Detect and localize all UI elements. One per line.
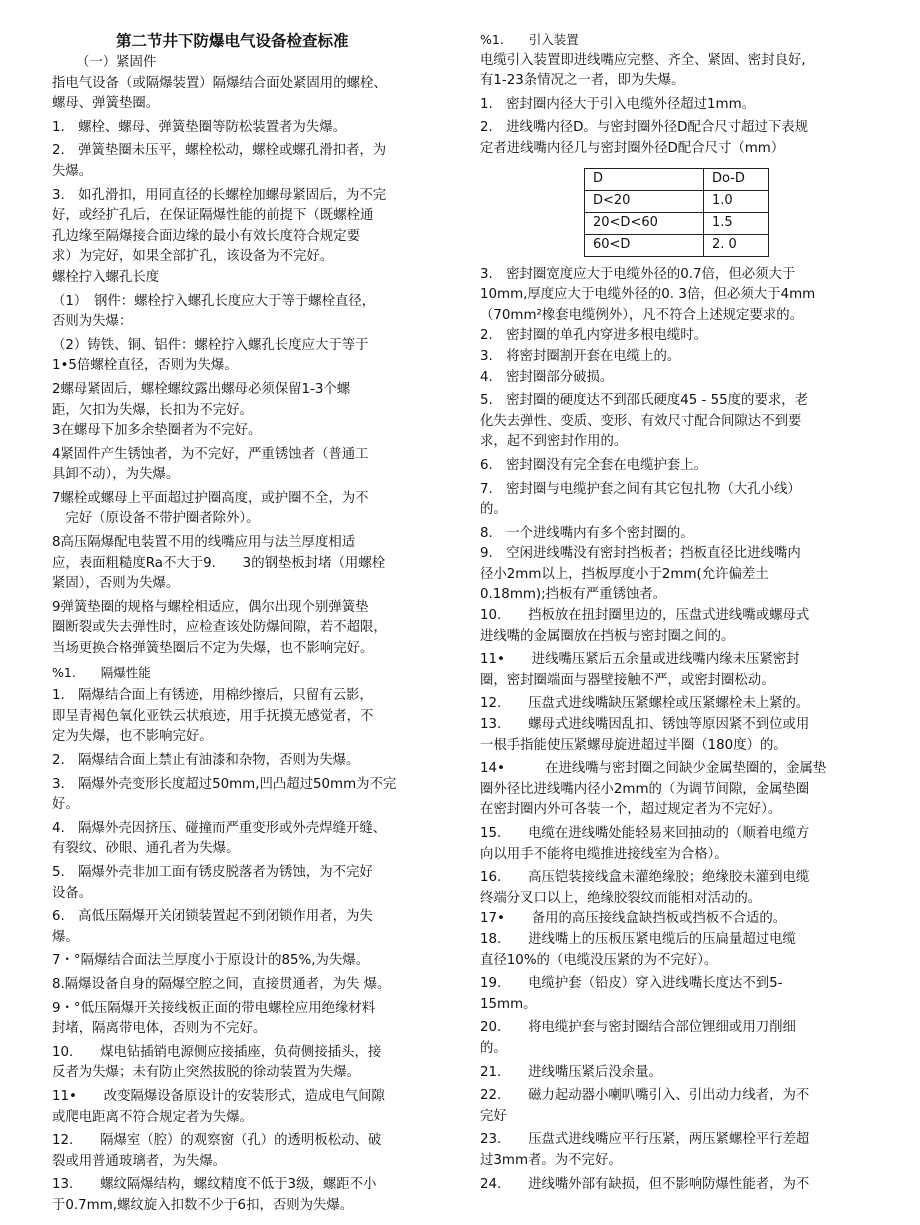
text-line: 应，表面粗糙度Ra不大于9. 3的钢垫板封堵（用螺栓	[52, 555, 386, 571]
table-row	[585, 212, 769, 234]
text-line: 距，欠扣为失爆，长扣为不完好。	[52, 402, 253, 418]
text-line: 24. 进线嘴外部有缺损，但不影响防爆性能者，为不	[480, 1176, 810, 1192]
clearance-table	[584, 168, 769, 257]
text-line: 1. 密封圈内径大于引入电缆外径超过1mm。	[480, 96, 756, 112]
text-line: 1. 隔爆结合面上有锈迹，用棉纱擦后，只留有云影，	[52, 688, 373, 704]
text-line: 16. 高压铠装接线盒未灌绝缘胶；绝缘胶未灌到电缆	[480, 870, 810, 886]
text-line: 紧固），否则为失爆。	[52, 576, 180, 592]
text-line: 的。	[480, 1040, 507, 1056]
text-line: 失爆。	[52, 163, 93, 179]
text-line: 23. 压盘式进线嘴应平行压紧，两压紧螺栓平行差超	[480, 1132, 810, 1148]
text-line: 圈外径比进线嘴内径小2mm的（为调节间隙，金属垫圈	[480, 781, 810, 797]
text-line: 13. 螺纹隔爆结构，螺纹精度不低于3级，螺距不小	[52, 1177, 377, 1193]
text-line: 终端分叉口以上，绝缘胶裂纹而能相对活动的。	[480, 890, 762, 906]
text-line: 反者为失爆；未有防止突然拔脱的徐动装置为失爆。	[52, 1065, 360, 1081]
text-line: 0.18mm);挡板有严重锈蚀者。	[480, 587, 667, 603]
text-line: 2. 密封圈的单孔内穿进多根电缆时。	[480, 328, 708, 344]
table-cell: 2. 0	[704, 234, 769, 256]
text-line: 11• 进线嘴压紧后五余量或进线嘴内缘未压紧密封	[480, 652, 800, 668]
text-line: 进线嘴的金属圈放在挡板与密封圈之间的。	[480, 628, 735, 644]
text-line: 指电气设备（或隔爆装置）隔爆结合面处紧固用的螺栓、	[52, 75, 387, 91]
table-cell: 1.5	[704, 212, 769, 234]
table-cell: 20<D<60	[585, 212, 704, 234]
right-column	[480, 30, 882, 1195]
text-line: 5. 密封圈的硬度达不到邵氏硬度45 - 55度的要求，老	[480, 393, 809, 409]
text-line: 求，起不到密封作用的。	[480, 434, 628, 450]
text-line: 定为失爆，也不影响完好。	[52, 729, 213, 745]
subsection-heading-fasteners: （一）紧固件	[76, 55, 157, 70]
table-cell: 1.0	[704, 190, 769, 212]
text-line: 15. 电缆在进线嘴处能轻易来回抽动的（顺着电缆方	[480, 826, 810, 841]
text-line: 过3mm者。为不完好。	[480, 1152, 622, 1168]
text-line: 的。	[480, 502, 507, 518]
text-line: 6. 高低压隔爆开关闭锁装置起不到闭锁作用者，为失	[52, 909, 373, 925]
text-line: 螺栓拧入螺孔长度	[52, 269, 160, 285]
text-line: 7. 密封圈与电缆护套之间有其它包扎物（大孔小线）	[480, 481, 801, 497]
text-line: 6. 密封圈没有完全套在电缆护套上。	[480, 457, 708, 473]
text-line: 电缆引入装置即进线嘴应完整、齐全、紧固、密封良好,	[480, 52, 806, 68]
text-line: 完好（原设备不带护圈者除外）。	[52, 511, 260, 527]
text-line: 12. 压盘式进线嘴缺压紧螺栓或压紧螺栓未上紧的。	[480, 696, 810, 712]
section-title: 第二节井下防爆电气设备检查标准	[116, 32, 349, 50]
text-line: 当场更换合格弹簧垫圈后不定为失爆，也不影响完好。	[52, 641, 374, 657]
subsection-heading-cable-entry: %1. 引入装置	[480, 32, 579, 47]
text-line: 14• 在进线嘴与密封圈之间缺少金属垫圈的，金属垫	[480, 761, 827, 777]
text-line: 孔边缘至隔爆接合面边缘的最小有效长度符合规定要	[52, 228, 360, 244]
text-line: 2. 进线嘴内径D。与密封圈外径D配合尺寸超过下表规	[480, 120, 808, 136]
text-line: 5. 隔爆外壳非加工面有锈皮脱落者为锈蚀，为不完好	[52, 864, 373, 880]
text-line: 4紧固件产生锈蚀者，为不完好，严重锈蚀者（普通工	[52, 446, 369, 462]
text-line: 8. 一个进线嘴内有多个密封圈的。	[480, 525, 694, 541]
text-line: 9弹簧垫圈的规格与螺栓相适应，偶尔出现个别弹簧垫	[52, 599, 369, 615]
text-line: 圈断裂或失去弹性时，应检查该处防爆间隙，若不超限，	[52, 620, 387, 636]
text-line: 10. 煤电钻插销电源侧应接插座，负荷侧接插头，接	[52, 1044, 382, 1060]
table-row	[585, 190, 769, 212]
text-line: 12. 隔爆室（腔）的观察窗（孔）的透明板松动、破	[52, 1133, 382, 1149]
text-line: 4. 密封圈部分破损。	[480, 369, 614, 385]
text-line: 封堵，隔离带电体，否则为不完好。	[52, 1021, 267, 1037]
text-line: 否则为失爆：	[52, 314, 133, 330]
left-column	[52, 30, 440, 1216]
text-line: 2. 隔爆结合面上禁止有油漆和杂物，否则为失爆。	[52, 753, 360, 768]
table-header-row	[585, 168, 769, 190]
text-line: 19. 电缆护套（铅皮）穿入进线嘴长度达不到5-	[480, 976, 783, 992]
text-line: 8高压隔爆配电装置不用的线嘴应用与法兰厚度相适	[52, 535, 356, 551]
text-line: 有1-23条情况之一者，即为失爆。	[480, 73, 685, 89]
text-line: 3. 隔爆外壳变形长度超过50mm,凹凸超过50mm为不完	[52, 776, 397, 792]
text-line: 10mm,厚度应大于电缆外径的0. 3倍，但必须大于4mm	[480, 287, 816, 303]
text-line: 设备。	[52, 885, 93, 901]
text-line: 一根手指能使压紧螺母旋进超过半圈（180度）的。	[480, 737, 787, 753]
table-row	[585, 234, 769, 256]
text-line: 7・°隔爆结合面法兰厚度小于原设计的85%,为失爆。	[52, 953, 370, 969]
text-line: 化失去弹性、变质、变形、有效尺寸配合间隙达不到要	[480, 413, 802, 429]
text-line: 直径10%的（电缆没压紧的为不完好）。	[480, 952, 718, 968]
text-line: 3. 密封圈宽度应大于电缆外径的0.7倍，但必须大于	[480, 266, 796, 282]
table-header-cell: D	[585, 168, 704, 190]
text-line: 13. 螺母式进线嘴因乱扣、锈蚀等原因紧不到位或用	[480, 717, 810, 733]
text-line: 1. 螺栓、螺母、弹簧垫圈等防松装置者为失爆。	[52, 119, 346, 135]
text-line: 好。	[52, 797, 79, 813]
text-line: 好，或经扩孔后，在保证隔爆性能的前提下（既螺栓通	[52, 208, 374, 224]
table-header-cell: Do-D	[704, 168, 769, 190]
table-cell: 60<D	[585, 234, 704, 256]
text-line: 有裂纹、砂眼、通孔者为失爆。	[52, 841, 240, 857]
text-line: （1） 钢件：螺栓拧入螺孔长度应大于等于螺栓直径，	[52, 293, 376, 309]
text-line: 向以用手不能将电缆推进接线室为合格）。	[480, 846, 728, 862]
text-line: 螺母、弹簧垫圈。	[52, 96, 160, 112]
text-line: 或爬电距离不符合规定者为失爆。	[52, 1109, 253, 1125]
text-line: 17• 备用的高压接线盒缺挡板或挡板不合适的。	[480, 911, 787, 927]
text-line: （2）铸铁、铜、铝件：螺栓拧入螺孔长度应大于等于	[52, 337, 369, 353]
text-line: 15mm。	[480, 996, 537, 1012]
text-line: 3在螺母下加多余垫圈者为不完好。	[52, 423, 262, 439]
text-line: 20. 将电缆护套与密封圈结合部位锂细或用刀削细	[480, 1020, 796, 1036]
text-line: 3. 将密封圈割开套在电缆上的。	[480, 348, 681, 364]
subsection-heading-explosion-proof: %1. 隔爆性能	[52, 664, 151, 680]
text-line: 完好	[480, 1108, 507, 1124]
text-line: 22. 磁力起动器小喇叭嘴引入、引出动力线者，为不	[480, 1088, 810, 1104]
text-line: 21. 进线嘴压紧后没余量。	[480, 1064, 662, 1080]
text-line: 于0.7mm,螺纹旋入扣数不少于6扣，否则为失爆。	[52, 1197, 354, 1213]
text-line: 9. 空闲进线嘴没有密封挡板者；挡板直径比进线嘴内	[480, 546, 801, 562]
text-line: 2. 弹簧垫圈未压平，螺栓松动，螺栓或螺孔滑扣者，为	[52, 143, 387, 159]
text-line: （70mm²橡套电缆例外），凡不符合上述规定要求的。	[480, 307, 803, 323]
text-line: 3. 如孔滑扣，用同直径的长螺栓加螺母紧固后，为不完	[52, 187, 387, 203]
text-line: 10. 挡板放在扭封圈里边的，压盘式进线嘴或螺母式	[480, 608, 810, 624]
text-line: 定者进线嘴内径几与密封圈外径D配合尺寸（mm）	[480, 140, 785, 156]
text-line: 爆。	[52, 929, 79, 945]
text-line: 7螺栓或螺母上平面超过护圈高度，或护圈不全，为不	[52, 490, 369, 506]
text-line: 即呈青褐色氧化亚铁云状痕迹，用手抚摸无感觉者，不	[52, 708, 374, 724]
text-line: 径小2mm以上，挡板厚度小于2mm(允许偏差土	[480, 566, 769, 582]
text-line: 11• 改变隔爆设备原设计的安装形式，造成电气间隙	[52, 1088, 385, 1104]
text-line: 裂或用普通玻璃者，为失爆。	[52, 1153, 227, 1169]
text-line: 具卸不动），为失爆。	[52, 467, 180, 483]
text-line: 2螺母紧固后，螺栓螺纹露出螺母必须保留1-3个螺	[52, 381, 351, 397]
text-line: 18. 进线嘴上的压板压紧电缆后的压扁量超过电缆	[480, 931, 796, 947]
text-line: 在密封圈内外可各装一个，超过规定者为不完好）。	[480, 802, 782, 818]
text-line: 1•5倍螺栓直径，否则为失爆。	[52, 358, 238, 374]
table-cell: D<20	[585, 190, 704, 212]
text-line: 9・°低压隔爆开关接线板正面的带电螺栓应用绝缘材料	[52, 1000, 376, 1016]
text-line: 4. 隔爆外壳因挤压、碰撞而严重变形或外壳焊缝开缝、	[52, 820, 387, 836]
text-line: 求）为完好，如果全部扩孔，该设备为不完好。	[52, 249, 334, 265]
text-line: 圈，密封圈端面与器壁接触不严，或密封圈松动。	[480, 672, 775, 688]
text-line: 8.隔爆设备自身的隔爆空腔之间，直接贯通者，为失 爆。	[52, 976, 391, 992]
